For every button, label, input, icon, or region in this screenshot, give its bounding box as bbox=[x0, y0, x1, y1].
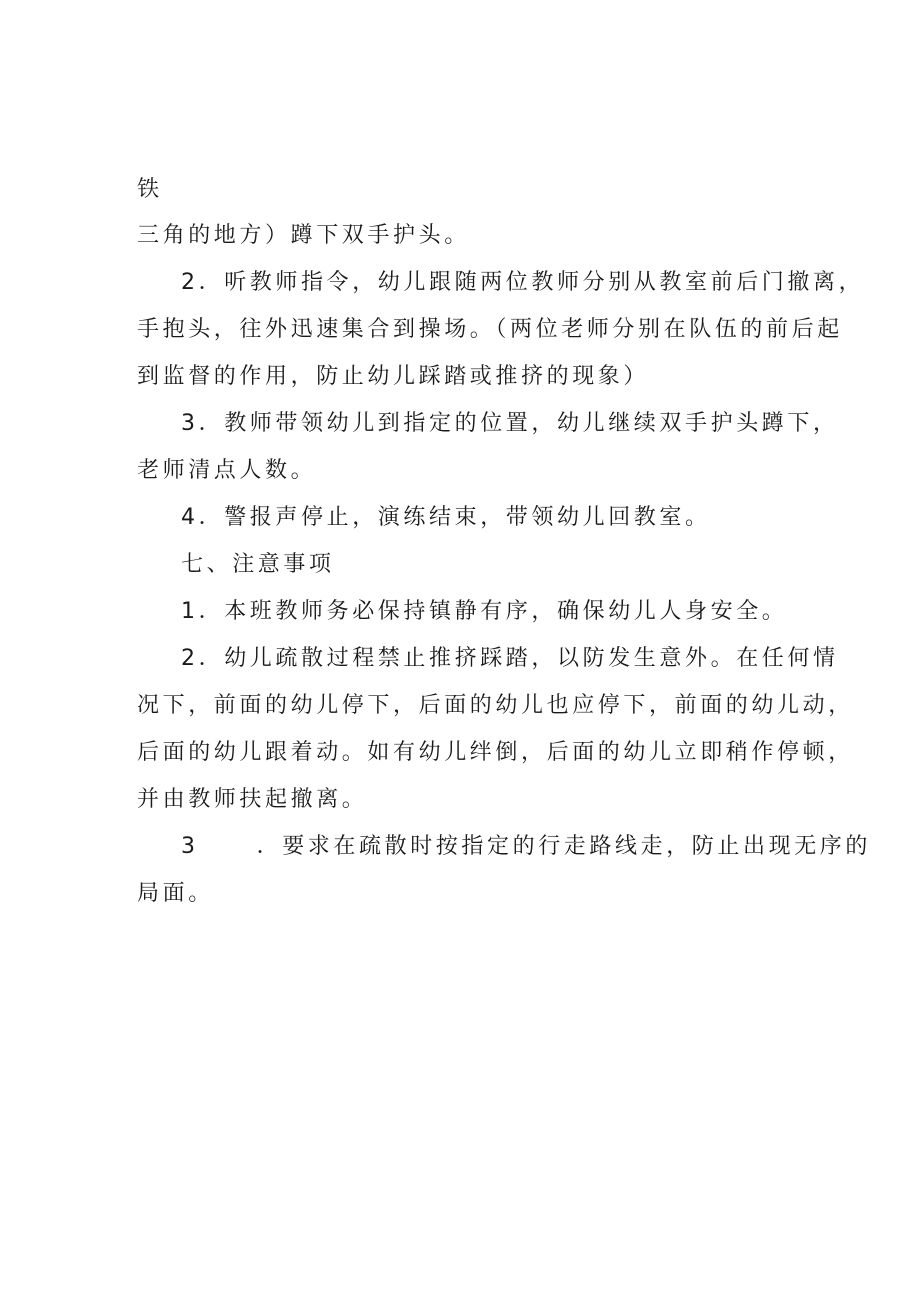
text-line-1: 铁 bbox=[137, 177, 163, 202]
note-3-text: ．要求在疏散时按指定的行走路线走，防止出现无序的 bbox=[256, 834, 872, 859]
item-2-line-3: 到监督的作用，防止幼儿踩踏或推挤的现象） bbox=[137, 364, 650, 389]
item-3-line-1: 3．教师带领幼儿到指定的位置，幼儿继续双手护头蹲下， bbox=[181, 411, 839, 436]
item-2-line-2: 手抱头，往外迅速集合到操场。（两位老师分别在队伍的前后起 bbox=[137, 317, 843, 342]
note-2-line-4: 并由教师扶起撤离。 bbox=[137, 787, 368, 812]
note-2-line-2: 况下，前面的幼儿停下，后面的幼儿也应停下，前面的幼儿动， bbox=[137, 693, 854, 718]
item-2-line-1: 2．听教师指令，幼儿跟随两位教师分别从教室前后门撤离， bbox=[181, 270, 865, 295]
item-4-line-1: 4．警报声停止，演练结束，带领幼儿回教室。 bbox=[181, 505, 711, 530]
note-3-number: 3 bbox=[181, 834, 199, 859]
text-line-2: 三角的地方）蹲下双手护头。 bbox=[137, 223, 470, 248]
note-3-line-1 bbox=[181, 832, 871, 862]
section-heading: 七、注意事项 bbox=[181, 552, 335, 577]
note-2-line-1: 2．幼儿疏散过程禁止推挤踩踏，以防发生意外。在任何情 bbox=[181, 646, 839, 671]
note-1-line-1: 1．本班教师务必保持镇静有序，确保幼儿人身安全。 bbox=[181, 599, 788, 624]
item-3-line-2: 老师清点人数。 bbox=[137, 458, 317, 483]
note-3-line-2: 局面。 bbox=[137, 881, 214, 906]
note-2-line-3: 后面的幼儿跟着动。如有幼儿绊倒，后面的幼儿立即稍作停顿， bbox=[137, 740, 854, 765]
